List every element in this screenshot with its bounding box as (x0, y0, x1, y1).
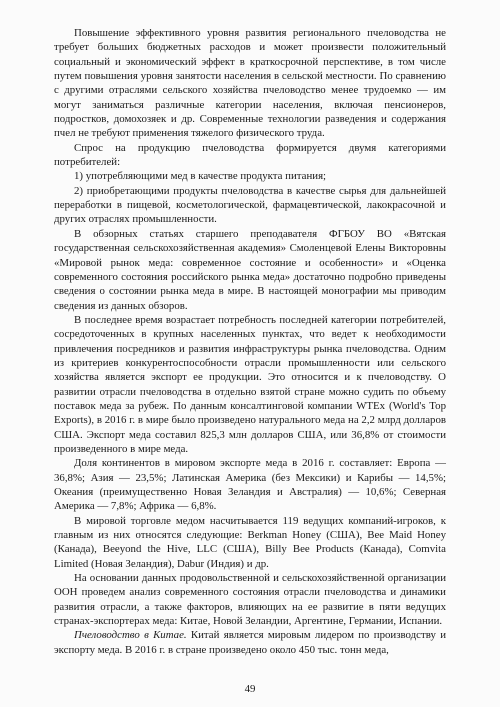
paragraph-intro: Повышение эффективного уровня развития регионального пчеловодства не требует больших бюджетных расходов и может произвести положительный социальный и экономический эффект в краткосрочной перспективе, в том числе путем повышения уровня занятости населения в сельской местности. По сравнению с другими отраслями сельского хозяйства пчеловодство менее трудоемко — им могут заниматься различные категории населения, включая пенсионеров, подростков, домохозяек и др. Современные технологии разведения и содержания пчел не требуют применения тяжелого физического труда. (54, 27, 446, 140)
list-item-2: 2) приобретающими продукты пчеловодства в качестве сырья для дальнейшей переработки в пищевой, косметологической, фармацевтической, лакокрасочной и других отраслях промышленности. (54, 184, 446, 226)
list-item-1: 1) употребляющими мед в качестве продукта питания; (74, 170, 327, 183)
paragraph-fao-analysis: На основании данных продовольственной и сельскохозяйственной организации ООН проведем анализ современного состояния отрасли пчеловодства и динамики развития отрасли, а также факторов, влияющих на ее развитие в пяти ведущих странах-экспортерах меда: Китае, Новой Зеландии, Аргентине, Германии, Испании. (54, 572, 446, 628)
paragraph-demand: Спрос на продукцию пчеловодства формируется двумя категориями потребителей: (54, 141, 446, 169)
page-number: 49 (244, 683, 256, 695)
paragraph-china (54, 628, 446, 657)
body-text (54, 26, 446, 657)
section-heading-china: Пчеловодство в Китае. (74, 629, 187, 642)
paragraph-china-text: Китай является мировым лидером по производству и экспорту меда. В 2016 г. в стране произведено около 450 тыс. тонн меда, (54, 629, 446, 656)
paragraph-review-articles: В обзорных статьях старшего преподавателя ФГБОУ ВО «Вятская государственная сельскохозяйственная академия» Смоленцевой Елены Викторовны «Мировой рынок меда: современное состояние и особенности» и «Оценка современного состояния российского рынка меда» достаточно подробно приведены сведения о состоянии рынка меда в мире. В настоящей монографии мы приводим сведения из данных обзоров. (54, 227, 446, 312)
paragraph-companies: В мировой торговле медом насчитывается 119 ведущих компаний-игроков, к главным из них относятся следующие: Berkman Honey (США), Bee Maid Honey (Канада), Beeyond the Hive, LLC (США), Billy Bee Products (Канада), Comvita Limited (Новая Зеландия), Dabur (Индия) и др. (54, 514, 446, 570)
paragraph-export: В последнее время возрастает потребность последней категории потребителей, сосредоточенных в крупных населенных пунктах, что ведет к необходимости привлечения посредников и развития инфраструктуры рынка пчеловодства. Одним из критериев конкурентоспособности отрасли промышленности или сельского хозяйства является экспорт ее продукции. Это относится и к пчеловодству. О развитии отрасли пчеловодства в отдельно взятой стране можно судить по объему поставок меда за рубеж. По данным консалтинговой компании WTEx (World's Top Exports), в 2016 г. в мире было произведено натурального меда на 2,2 млрд долларов США. Экспорт меда составил 825,3 млн долларов США, или 36,8% от стоимости произведенного в мире меда. (54, 313, 446, 455)
paragraph-continents: Доля континентов в мировом экспорте меда в 2016 г. составляет: Европа — 36,8%; Азия — 23,5%; Латинская Америка (без Мексики) и Карибы — 14,5%; Океания (преимущественно Новая Зеландия и Австралия) — 10,6%; Северная Америка — 7,8%; Африка — 6,8%. (54, 457, 446, 513)
